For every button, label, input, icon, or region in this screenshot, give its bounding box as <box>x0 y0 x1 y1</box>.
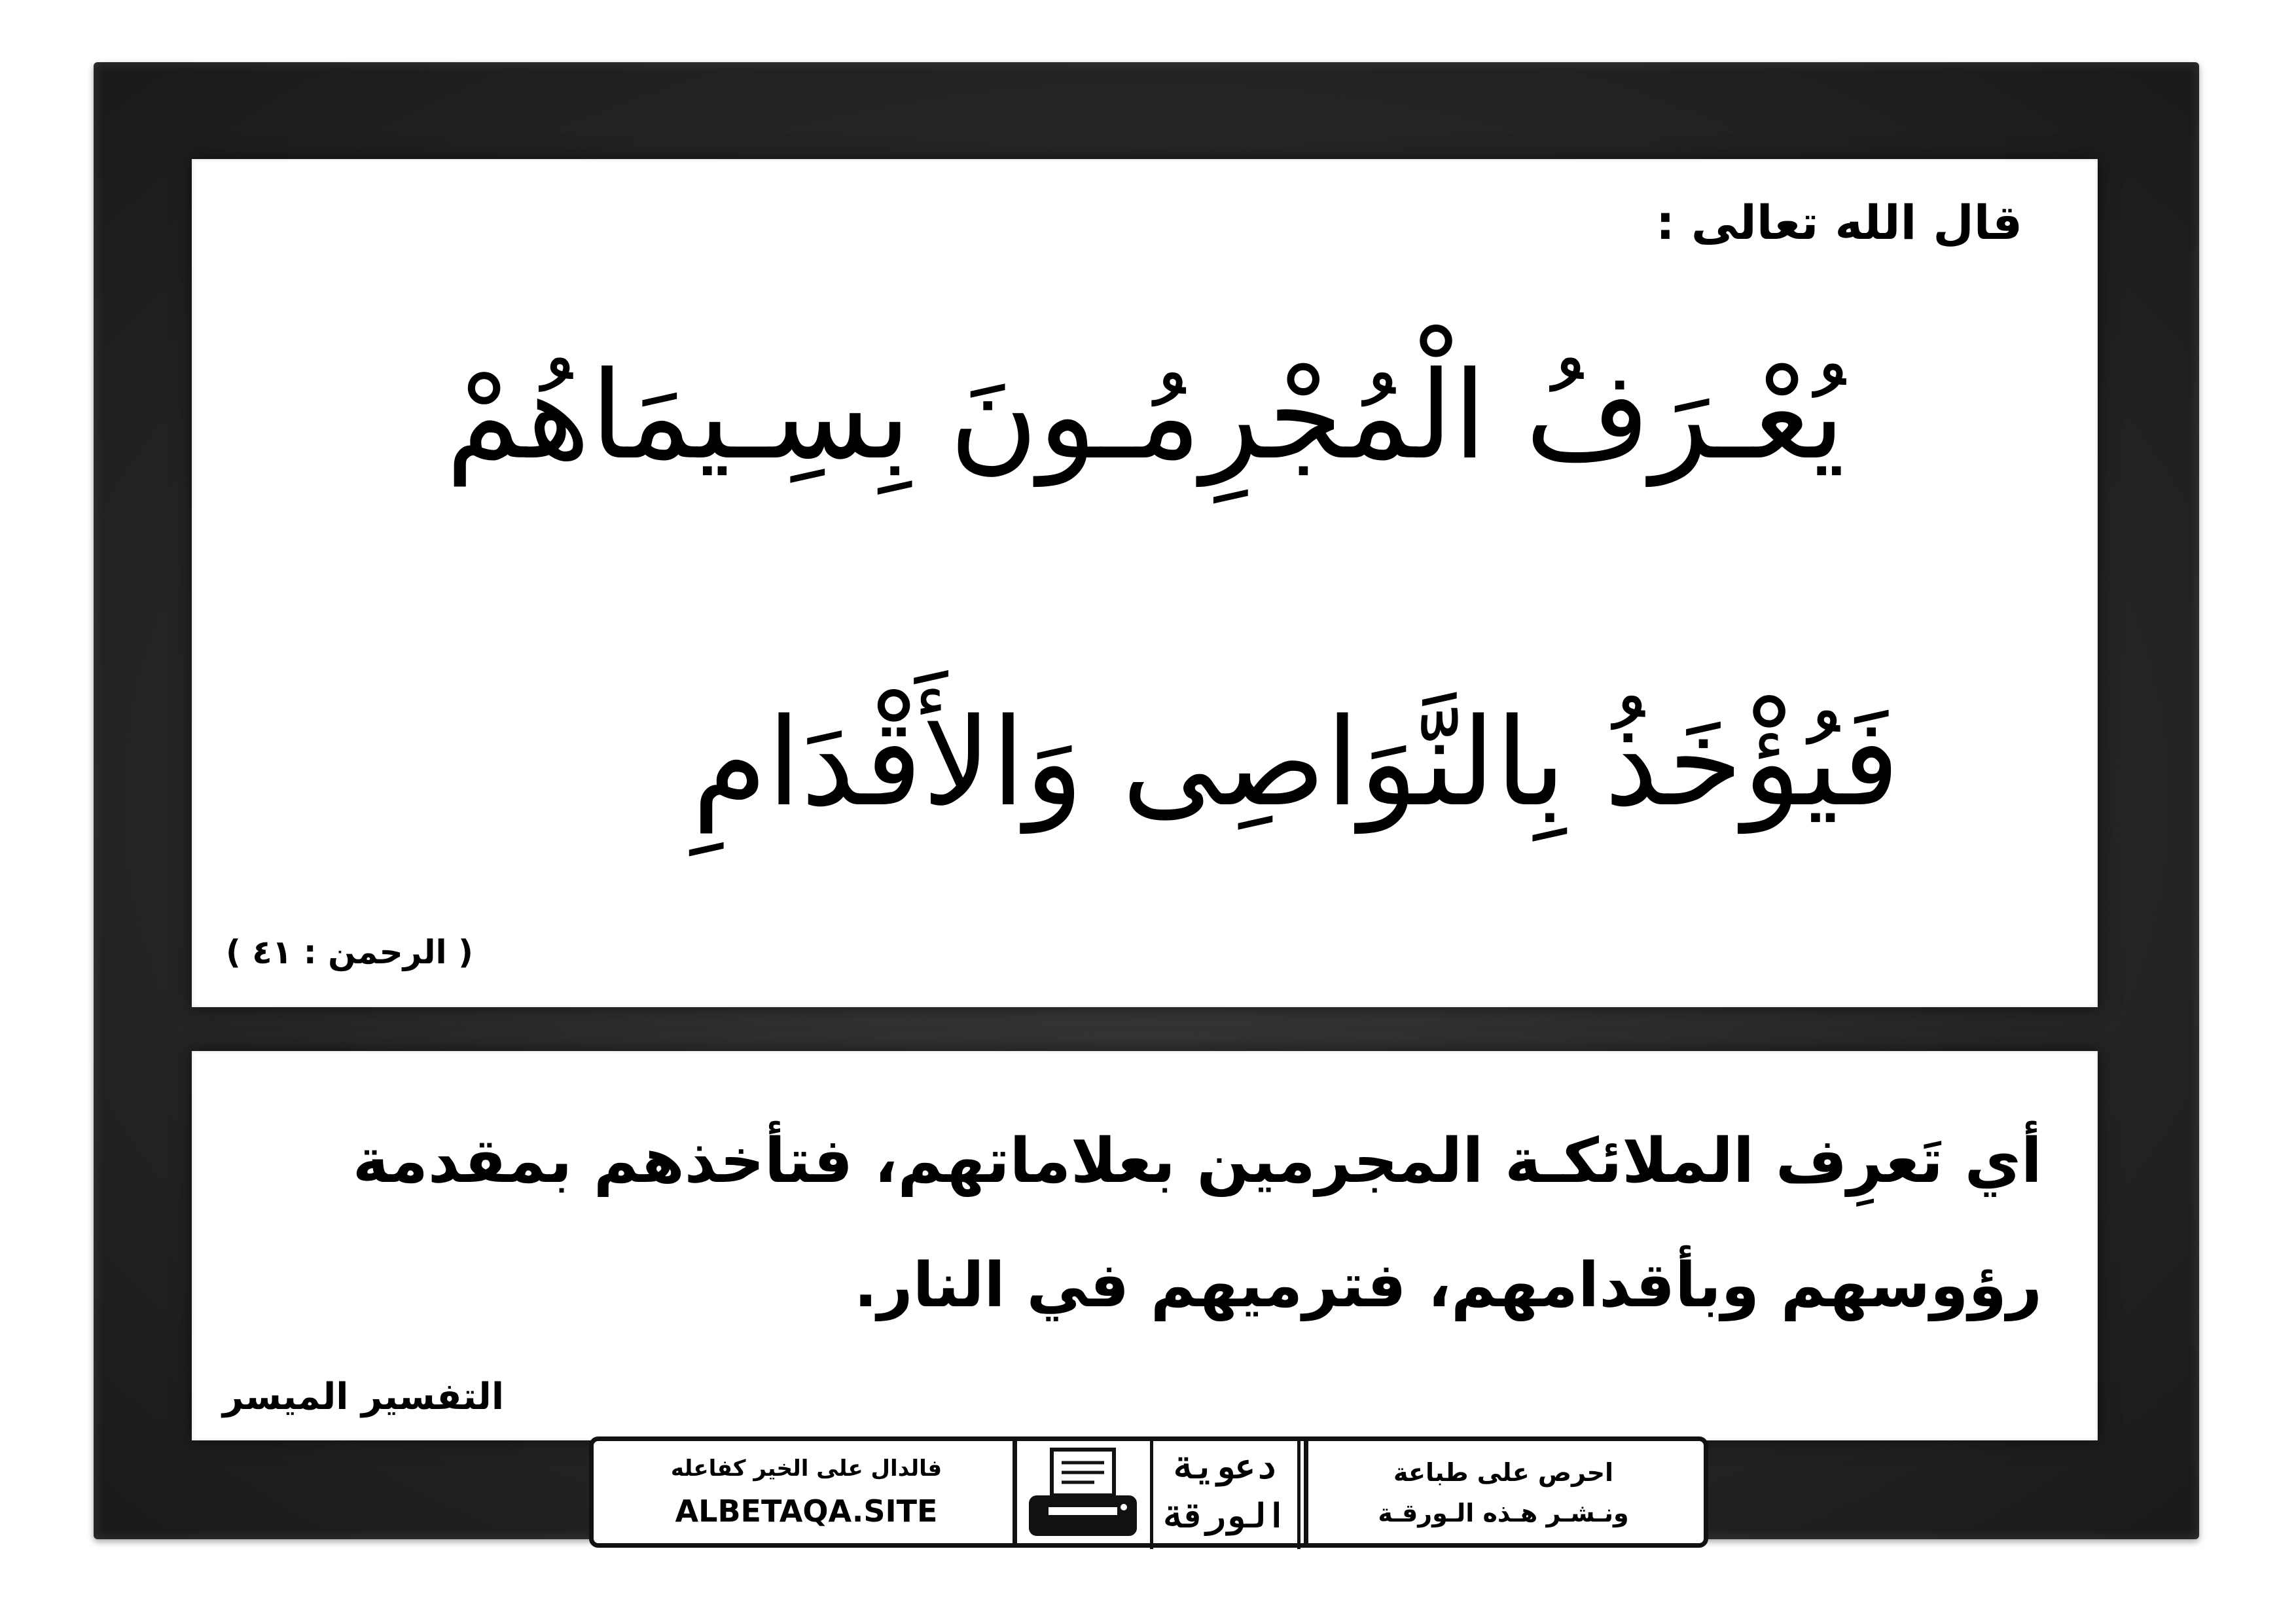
footer-slogan: فالدال على الخير كفاعله <box>670 1455 942 1482</box>
intro-text: قال الله تعالى : <box>1655 195 2022 250</box>
footer-note-line-1: احرص على طباعة <box>1393 1458 1614 1487</box>
calligraphy-logo <box>1150 1438 1300 1549</box>
footer-separator-left <box>1013 1441 1017 1543</box>
verse-line-1: يُعْـرَفُ الْمُجْرِمُـونَ بِسِـيمَاهُمْ <box>446 345 1845 486</box>
printer-icon <box>1022 1444 1143 1546</box>
verse-panel <box>192 159 2098 1007</box>
footer-note-line-2: ونـشـر هـذه الـورقـة <box>1378 1499 1629 1527</box>
tafsir-source: التفسير الميسر <box>223 1376 505 1418</box>
logo-text-top: دعوية <box>1174 1448 1277 1487</box>
tafsir-line-2: رؤوسهم وبأقدامهم، فترميهم في النار. <box>853 1250 2042 1321</box>
verse-line-2: فَيُؤْخَذُ بِالنَّوَاصِى وَالأَقْدَامِ <box>692 692 1900 833</box>
footer-bar <box>589 1436 1708 1548</box>
verse-reference: ( الرحمن : ٤١ ) <box>226 933 473 971</box>
logo-text-bottom: الورقة <box>1164 1497 1287 1536</box>
footer-separator-right <box>1304 1441 1308 1543</box>
footer-site[interactable]: ALBETAQA.SITE <box>675 1493 938 1529</box>
tafsir-line-1: أي تَعرِف الملائكـة المجرمين بعلاماتهم، فتأخذهم بمقدمة <box>352 1126 2042 1197</box>
